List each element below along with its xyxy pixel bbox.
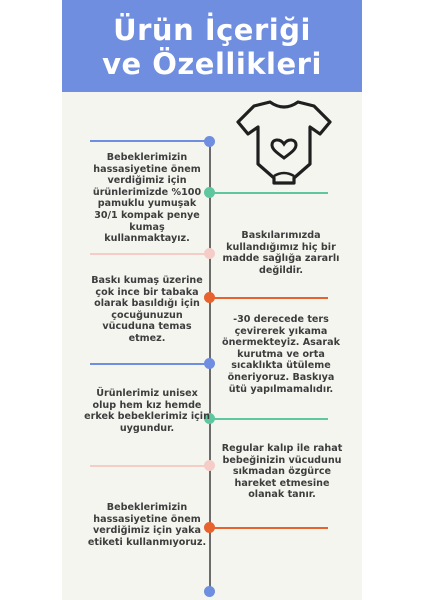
- connector-line: [210, 418, 328, 420]
- item-2-text: Baskılarımızda kullandığımız hiç bir madde sağlığa zararlı değildir.: [222, 230, 340, 276]
- connector-line: [90, 465, 210, 467]
- timeline-dot: [204, 586, 215, 597]
- title-header: [62, 0, 362, 92]
- connector-line: [90, 363, 210, 365]
- baby-bodysuit-heart-icon: [234, 98, 334, 186]
- item-3-text: Baskı kumaş üzerine çok ince bir tabaka olarak basıldığı için çocuğunuzun vücuduna temas etmez.: [91, 275, 203, 344]
- item-4-text: -30 derecede ters çevirerek yıkama önermekteyiz. Asarak kurutma ve orta sıcaklıkta ütüleme öneriyoruz. Baskıya ütü yapılmamalıdır.: [222, 314, 340, 395]
- connector-line: [90, 253, 210, 255]
- item-5-text: Ürünlerimiz unisex olup hem kız hemde erkek bebeklerimiz için uygundur.: [84, 388, 210, 434]
- connector-line: [90, 140, 210, 142]
- connector-line: [210, 297, 328, 299]
- infographic-panel: [62, 0, 362, 600]
- timeline-dot: [204, 358, 215, 369]
- connector-line: [210, 192, 328, 194]
- title-line-2: ve Özellikleri: [102, 47, 322, 81]
- item-6-text: Regular kalıp ile rahat bebeğinizin vücudunu sıkmadan özgürce hareket etmesine olanak tanır.: [221, 443, 343, 501]
- title-line-1: Ürün İçeriği: [113, 13, 311, 47]
- timeline-dot: [204, 136, 215, 147]
- item-1-text: Bebeklerimizin hassasiyetine önem verdiğimiz için ürünlerimizde %100 pamuklu yumuşak 30/1 kompak penye kumaş kullanmaktayız.: [92, 152, 202, 245]
- timeline-dot: [204, 248, 215, 259]
- item-7-text: Bebeklerimizin hassasiyetine önem verdiğimiz için yaka etiketi kullanmıyoruz.: [87, 502, 207, 548]
- timeline-dot: [204, 460, 215, 471]
- connector-line: [210, 527, 328, 529]
